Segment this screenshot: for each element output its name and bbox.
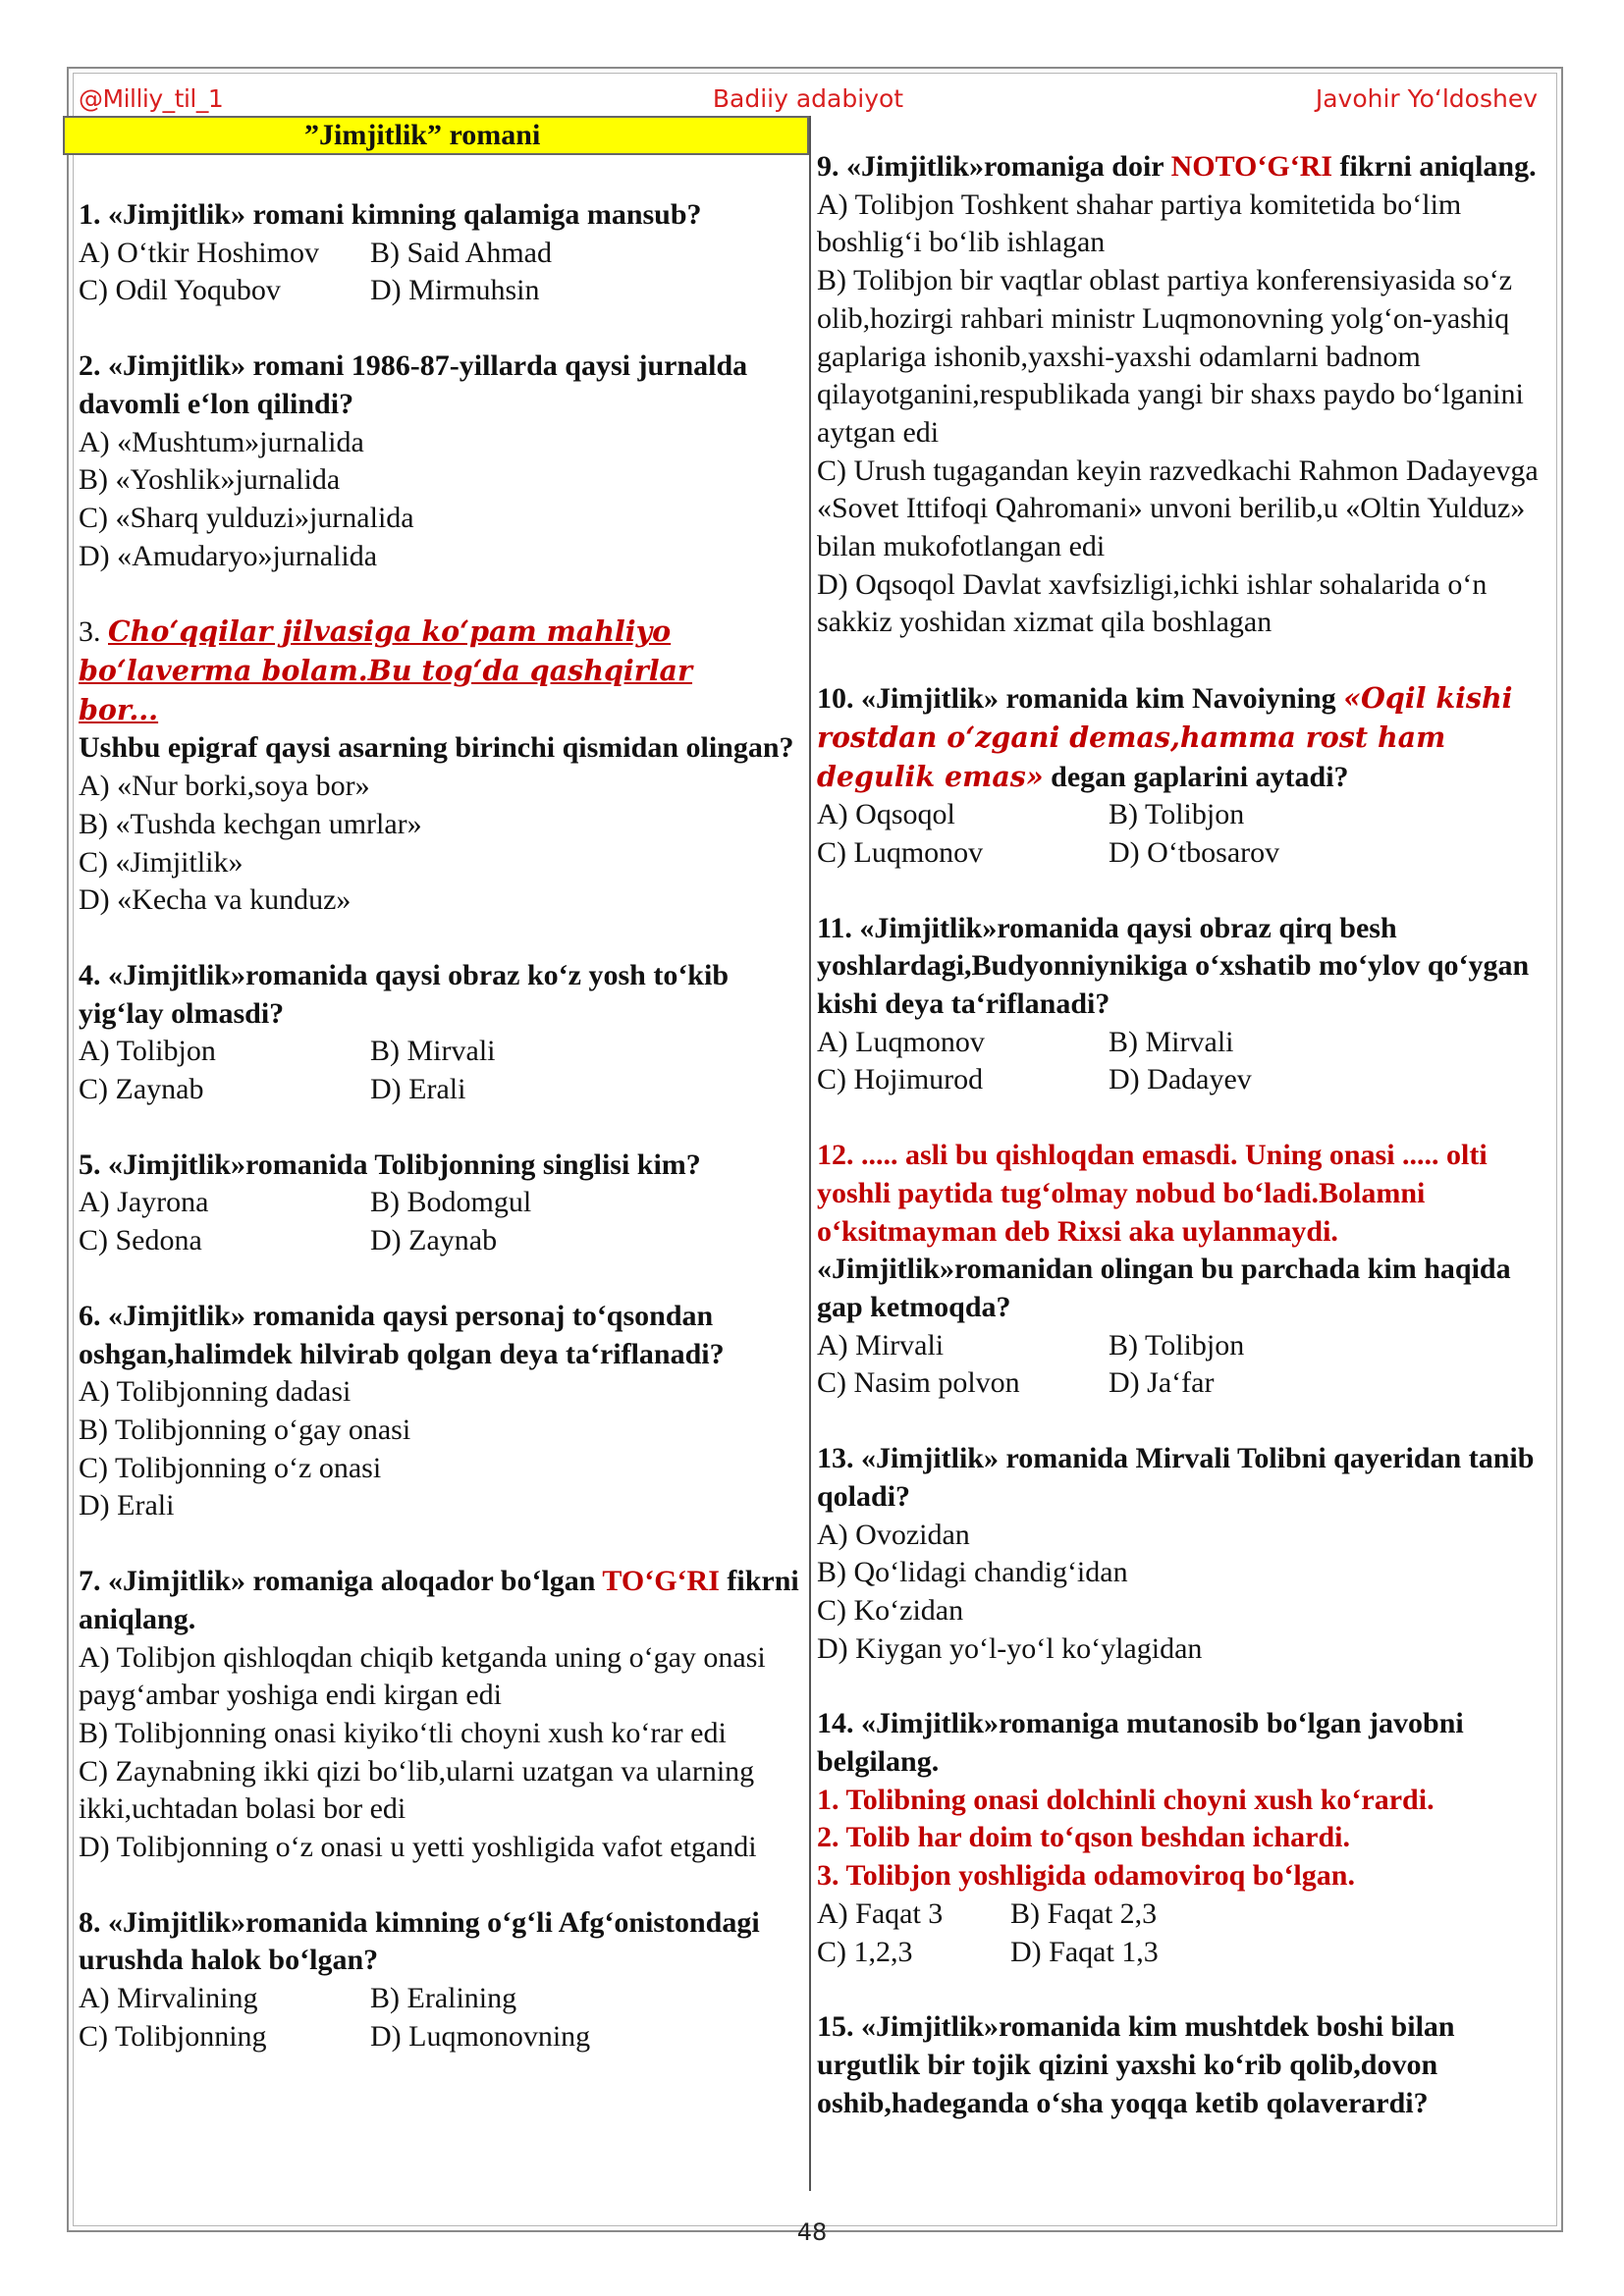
right-column xyxy=(817,148,1543,2122)
option-b: B) «Yoshlik»jurnalida xyxy=(79,463,341,497)
question-7 xyxy=(79,1563,800,1867)
option-c: C) Zaynab xyxy=(79,1073,204,1106)
navoiy-quote: «Oqil kishi rostdan o‘zgani demas,hamma rost ham degulik emas» xyxy=(817,681,1513,793)
stem-highlight: NOTO‘G‘RI xyxy=(1170,150,1333,183)
option-a: A) O‘tkir Hoshimov xyxy=(79,236,319,269)
option-b: B) Tolibjon xyxy=(1109,1328,1245,1362)
option-c: C) Luqmonov xyxy=(817,835,984,869)
option-b: B) Qo‘lidagi chandig‘idan xyxy=(817,1556,1128,1589)
question-stem xyxy=(817,148,1543,187)
option-c: C) Sedona xyxy=(79,1224,202,1257)
question-stem xyxy=(79,1563,800,1638)
channel-handle: @Milliy_til_1 xyxy=(79,83,224,113)
question-stem: 13. «Jimjitlik» romanida Mirvali Tolibni qayeridan tanib qoladi? xyxy=(817,1442,1535,1513)
option-d: D) Tolibjonning o‘z onasi u yetti yoshligida vafot etgandi xyxy=(79,1831,757,1864)
statement-2: 2. Tolib har doim to‘qson beshdan ichardi. xyxy=(817,1821,1350,1854)
statement-3: 3. Tolibjon yoshligida odamoviroq bo‘lgan. xyxy=(817,1859,1355,1893)
option-a: A) Oqsoqol xyxy=(817,798,955,831)
option-d: D) «Amudaryo»jurnalida xyxy=(79,539,378,572)
stem-text: 9. «Jimjitlik»romaniga doir xyxy=(817,150,1171,183)
stem-highlight: TO‘G‘RI xyxy=(602,1565,720,1598)
option-d: D) Mirmuhsin xyxy=(370,274,540,307)
option-b: B) Tolibjonning onasi kiyiko‘tli choyni xush ko‘rar edi xyxy=(79,1716,727,1749)
page-number: 48 xyxy=(796,2218,828,2246)
option-c: C) Tolibjonning o‘z onasi xyxy=(79,1451,382,1484)
option-c: C) Urush tugagandan keyin razvedkachi Rahmon Dadayevga «Sovet Ittifoqi Qahromani» unvoni berilib,u «Oltin Yulduz» bilan mukofotlangan edi xyxy=(817,454,1539,563)
option-a: A) «Mushtum»jurnalida xyxy=(79,425,364,458)
question-stem: Ushbu epigraf qaysi asarning birinchi qismidan olingan? xyxy=(79,731,794,765)
question-11 xyxy=(817,910,1543,1100)
section-title: ”Jimjitlik” romani xyxy=(63,116,809,155)
question-3 xyxy=(79,613,800,920)
author-name: Javohir Yo‘ldoshev xyxy=(1315,83,1538,113)
question-13 xyxy=(817,1440,1543,1668)
option-b: B) Mirvali xyxy=(370,1035,496,1068)
excerpt-text: 12. ..... asli bu qishloqdan emasdi. Uning onasi ..... olti yoshli paytida tug‘olmay nobud bo‘ladi.Bolamni o‘ksitmayman deb Rixsi aka uylanmaydi. xyxy=(817,1139,1488,1248)
subject-label: Badiiy adabiyot xyxy=(712,83,904,113)
option-d: D) Luqmonovning xyxy=(370,2019,591,2053)
question-stem: 1. «Jimjitlik» romani kimning qalamiga mansub? xyxy=(79,198,702,231)
question-stem: 5. «Jimjitlik»romanida Tolibjonning singlisi kim? xyxy=(79,1148,701,1181)
option-d: D) Kiygan yo‘l-yo‘l ko‘ylagidan xyxy=(817,1631,1203,1665)
question-stem: 8. «Jimjitlik»romanida kimning o‘g‘li Afg‘onistondagi urushda halok bo‘lgan? xyxy=(79,1905,760,1977)
option-d: D) Oqsoqol Davlat xavfsizligi,ichki ishlar sohalarida o‘n sakkiz yoshidan xizmat qila boshlagan xyxy=(817,567,1488,639)
option-a: A) Tolibjon xyxy=(79,1035,216,1068)
question-5 xyxy=(79,1147,800,1260)
option-b: B) Faqat 2,3 xyxy=(1010,1896,1158,1930)
stem-text-end: fikrni aniqlang. xyxy=(1332,150,1537,183)
column-divider xyxy=(809,116,811,2191)
option-b: B) Eralining xyxy=(370,1982,517,2015)
question-stem: 4. «Jimjitlik»romanida qaysi obraz ko‘z yosh to‘kib yig‘lay olmasdi? xyxy=(79,958,730,1030)
question-9 xyxy=(817,148,1543,642)
option-a: A) Tolibjonning dadasi xyxy=(79,1375,352,1409)
page-header xyxy=(79,80,1538,116)
option-a: A) Tolibjon qishloqdan chiqib ketganda uning o‘gay onasi payg‘ambar yoshiga endi kirgan edi xyxy=(79,1640,766,1712)
option-c: C) 1,2,3 xyxy=(817,1935,913,1968)
option-a: A) «Nur borki,soya bor» xyxy=(79,770,370,803)
option-c: C) Zaynabning ikki qizi bo‘lib,ularni uzatgan va ularning ikki,uchtadan bolasi bor edi xyxy=(79,1754,755,1826)
question-6 xyxy=(79,1298,800,1525)
stem-text: 7. «Jimjitlik» romaniga aloqador bo‘lgan xyxy=(79,1565,603,1598)
option-b: B) «Tushda kechgan umrlar» xyxy=(79,807,422,840)
question-14 xyxy=(817,1705,1543,1971)
option-b: B) Tolibjon bir vaqtlar oblast partiya konferensiyasida so‘z olib,hozirgi rahbari ministr Luqmonovning yolg‘on-yashiq gaplariga ishonib,yaxshi-yaxshi odamlarni badnom qilayotganini,respublikada yangi bir shaxs paydo bo‘lganini aytgan edi xyxy=(817,264,1524,449)
option-a: A) Mirvali xyxy=(817,1328,945,1362)
option-c: C) Odil Yoqubov xyxy=(79,274,281,307)
question-number: 3. xyxy=(79,615,101,649)
option-c: C) «Sharq yulduzi»jurnalida xyxy=(79,501,414,534)
question-8 xyxy=(79,1904,800,2056)
option-a: A) Jayrona xyxy=(79,1186,209,1219)
statement-1: 1. Tolibning onasi dolchinli choyni xush ko‘rardi. xyxy=(817,1783,1435,1816)
question-12 xyxy=(817,1137,1543,1403)
option-d: D) Erali xyxy=(79,1489,175,1522)
option-a: A) Luqmonov xyxy=(817,1025,985,1058)
option-d: D) Erali xyxy=(370,1073,466,1106)
option-b: B) Tolibjon xyxy=(1109,798,1245,831)
option-b: B) Mirvali xyxy=(1109,1025,1234,1058)
option-c: C) Nasim polvon xyxy=(817,1366,1020,1400)
question-15 xyxy=(817,2008,1543,2122)
option-c: C) «Jimjitlik» xyxy=(79,845,244,879)
option-c: C) Ko‘zidan xyxy=(817,1593,964,1627)
option-a: A) Mirvalining xyxy=(79,1982,258,2015)
question-stem: 6. «Jimjitlik» romanida qaysi personaj to‘qsondan oshgan,halimdek hilvirab qolgan deya ta‘riflanadi? xyxy=(79,1299,725,1370)
left-column xyxy=(79,196,800,2056)
question-stem: 2. «Jimjitlik» romani 1986-87-yillarda qaysi jurnalda davomli e‘lon qilindi? xyxy=(79,349,748,420)
question-1 xyxy=(79,196,800,310)
question-stem: 14. «Jimjitlik»romaniga mutanosib bo‘lgan javobni belgilang. xyxy=(817,1707,1464,1779)
question-10 xyxy=(817,679,1543,873)
option-c: C) Tolibjonning xyxy=(79,2019,267,2053)
question-stem: 15. «Jimjitlik»romanida kim mushtdek boshi bilan urgutlik bir tojik qizini yaxshi ko‘rib qolib,dovon oshib,hadeganda o‘sha yoqqa ketib qolaverardi? xyxy=(817,2010,1455,2119)
question-2 xyxy=(79,347,800,575)
option-d: D) O‘tbosarov xyxy=(1109,835,1280,869)
option-a: A) Ovozidan xyxy=(817,1518,970,1551)
stem-text: 10. «Jimjitlik» romanida kim Navoiyning xyxy=(817,682,1344,716)
option-a: A) Tolibjon Toshkent shahar partiya komitetida bo‘lim boshlig‘i bo‘lib ishlagan xyxy=(817,187,1462,259)
option-b: B) Tolibjonning o‘gay onasi xyxy=(79,1413,411,1446)
option-d: D) Faqat 1,3 xyxy=(1010,1935,1159,1968)
question-4 xyxy=(79,957,800,1109)
epigraph-text: Cho‘qqilar jilvasiga ko‘pam mahliyo bo‘laverma bolam.Bu tog‘da qashqirlar bor... xyxy=(79,614,693,726)
option-d: D) Ja‘far xyxy=(1109,1366,1215,1400)
question-stem xyxy=(817,679,1543,796)
question-stem: 11. «Jimjitlik»romanida qaysi obraz qirq besh yoshlardagi,Budyonniynikiga o‘xshatib mo‘ylov qo‘ygan kishi deya ta‘riflanadi? xyxy=(817,911,1530,1021)
option-b: B) Bodomgul xyxy=(370,1186,532,1219)
stem-text-end: degan gaplarini aytadi? xyxy=(1043,760,1349,793)
stem-text-end: fikrni aniqlang. xyxy=(79,1565,799,1635)
option-a: A) Faqat 3 xyxy=(817,1896,944,1930)
option-b: B) Said Ahmad xyxy=(370,236,552,269)
option-c: C) Hojimurod xyxy=(817,1063,984,1096)
option-d: D) Zaynab xyxy=(370,1224,498,1257)
option-d: D) Dadayev xyxy=(1109,1063,1252,1096)
question-stem: «Jimjitlik»romanidan olingan bu parchada kim haqida gap ketmoqda? xyxy=(817,1253,1511,1323)
option-d: D) «Kecha va kunduz» xyxy=(79,883,352,917)
